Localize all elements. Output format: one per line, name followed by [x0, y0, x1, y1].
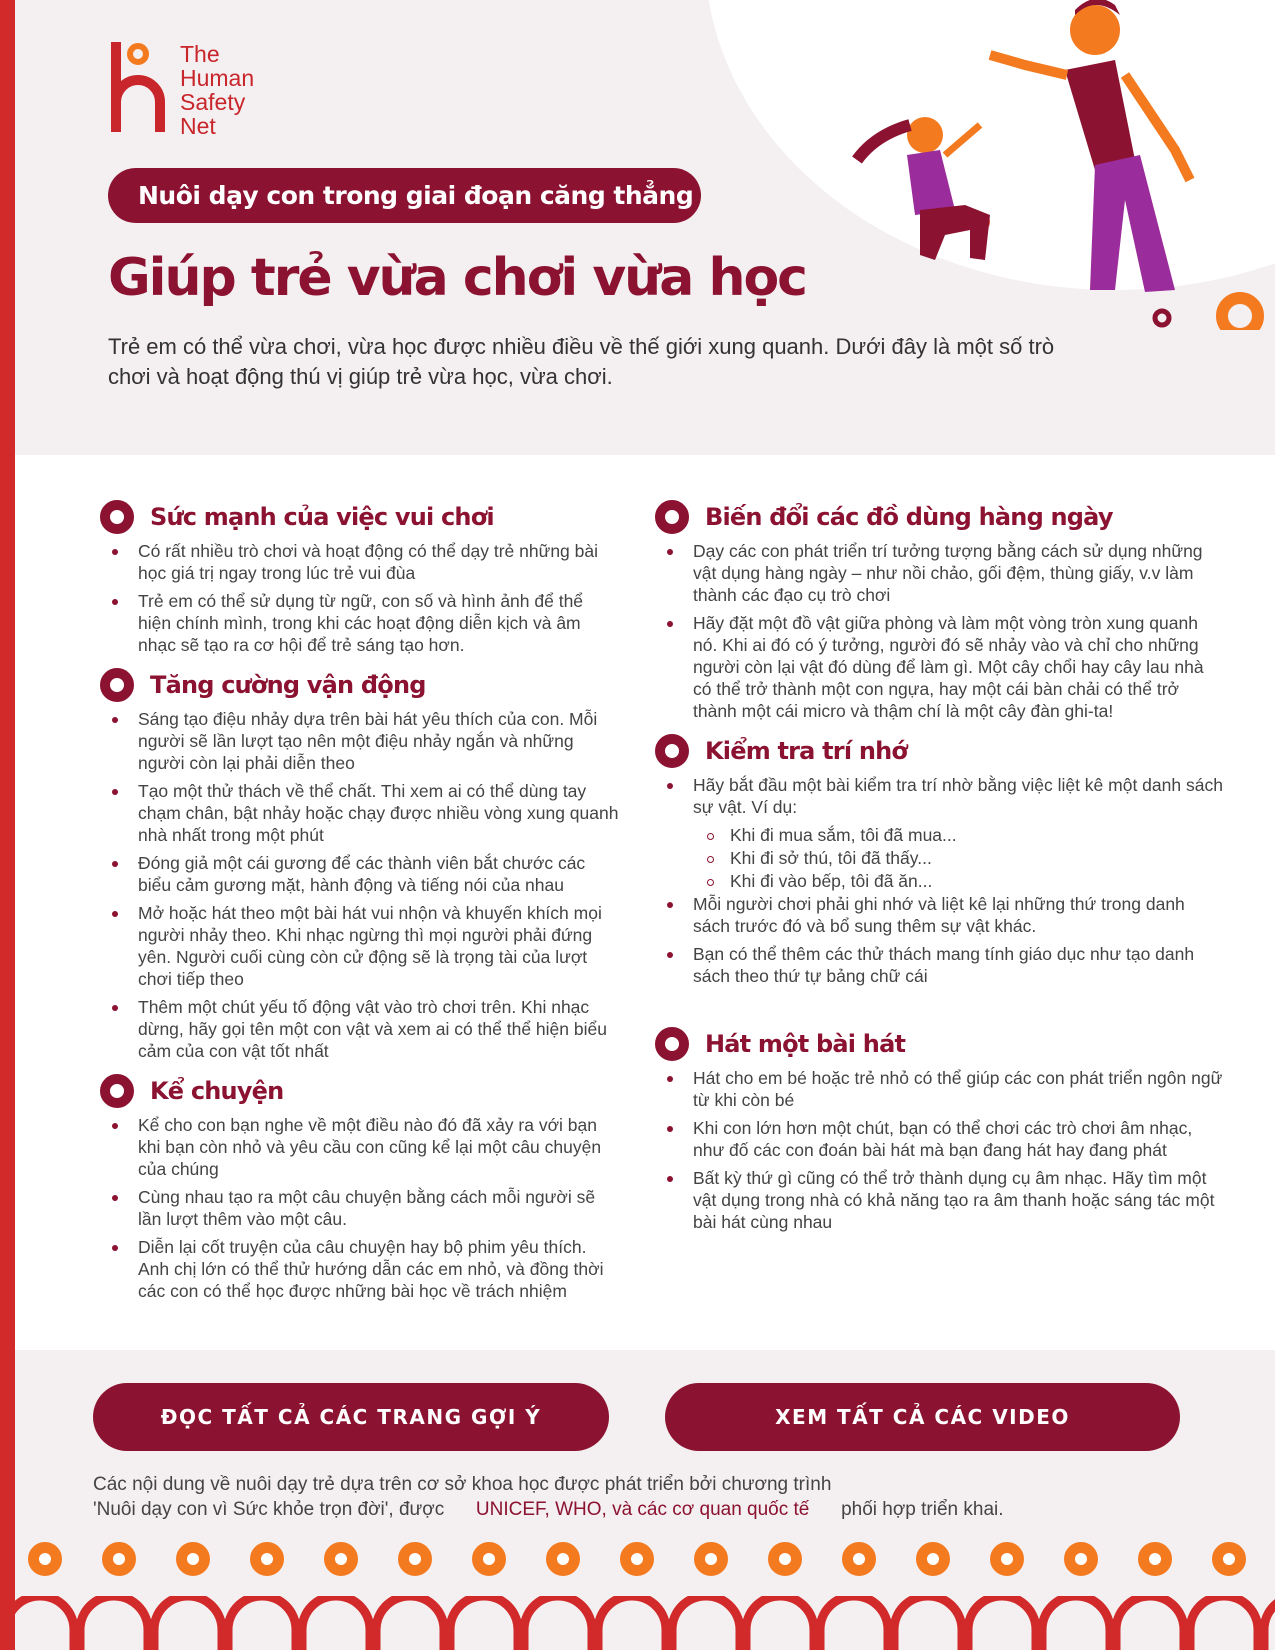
- logo-line: Human: [180, 65, 255, 91]
- list-item: Đóng giả một cái gương để các thành viên bắt chước các biểu cảm gương mặt, hành động và tiếng nói của nhau: [100, 852, 620, 896]
- section-heading: Hát một bài hát: [705, 1030, 906, 1058]
- section-header: [655, 734, 1225, 768]
- logo-text: [180, 42, 254, 138]
- list-item: Kể cho con bạn nghe về một điều nào đó đã xảy ra với bạn khi bạn còn nhỏ và yêu cầu con cũng kể lại một câu chuyện của chúng: [100, 1114, 620, 1180]
- section: [100, 668, 620, 1062]
- footer-text: [93, 1472, 1004, 1522]
- section-heading: Tăng cường vận động: [150, 671, 426, 699]
- bullet-list: [100, 708, 620, 1062]
- list-item: Trẻ em có thể sử dụng từ ngữ, con số và hình ảnh để thể hiện chính mình, trong khi các hoạt động diễn kịch và âm nhạc sẽ tạo ra cơ hội để trẻ sáng tạo hơn.: [100, 590, 620, 656]
- circle-icon: [176, 1542, 210, 1576]
- list-item: Sáng tạo điệu nhảy dựa trên bài hát yêu thích của con. Mỗi người sẽ lần lượt tạo nên một điệu nhảy ngắn và những người còn lại phải diễn theo: [100, 708, 620, 774]
- arch: [228, 1596, 296, 1650]
- ring-icon: [655, 734, 689, 768]
- section-header: [655, 1027, 1225, 1061]
- logo: [108, 42, 254, 138]
- arch: [1042, 1596, 1110, 1650]
- section: [655, 734, 1225, 987]
- right-column: [655, 500, 1225, 1245]
- section: [100, 1074, 620, 1302]
- arch: [376, 1596, 444, 1650]
- arch: [894, 1596, 962, 1650]
- circle-icon: [990, 1542, 1024, 1576]
- decorative-arches: [0, 1596, 1275, 1650]
- circle-icon: [398, 1542, 432, 1576]
- bullet-list: [655, 774, 1225, 987]
- circle-icon: [768, 1542, 802, 1576]
- list-item: Tạo một thử thách về thể chất. Thi xem ai có thể dùng tay chạm chân, bật nhảy hoặc chạy được nhiều vòng xung quanh nhà nhất trong một phút: [100, 780, 620, 846]
- partners-link[interactable]: UNICEF, WHO, và các cơ quan quốc tế: [475, 1499, 810, 1520]
- circle-icon: [842, 1542, 876, 1576]
- ring-icon: [100, 668, 134, 702]
- arch: [820, 1596, 888, 1650]
- arch: [302, 1596, 370, 1650]
- arch: [450, 1596, 518, 1650]
- ring-icon: [655, 500, 689, 534]
- sub-list-item: Khi đi mua sắm, tôi đã mua...: [655, 824, 1225, 846]
- read-all-tips-button[interactable]: ĐỌC TẤT CẢ CÁC TRANG GỢI Ý: [93, 1383, 609, 1451]
- list-item: Hãy đặt một đồ vật giữa phòng và làm một vòng tròn xung quanh nó. Khi ai đó có ý tưởng, người đó sẽ nhảy vào và chỉ cho những người còn lại vật đó dùng để làm gì. Một cây chổi hay cây lau nhà có thể trở thành một con ngựa, hay một cái bàn chải có thể trở thành một cái micro và thậm chí là một cây đàn ghi-ta!: [655, 612, 1225, 722]
- list-item: Thêm một chút yếu tố động vật vào trò chơi trên. Khi nhạc dừng, hãy gọi tên một con vật và xem ai có thể thể hiện biểu cảm của con vật tốt nhất: [100, 996, 620, 1062]
- sub-list-item: Khi đi vào bếp, tôi đã ăn...: [655, 870, 1225, 892]
- bullet-list: [100, 1114, 620, 1302]
- list-item: Hát cho em bé hoặc trẻ nhỏ có thể giúp các con phát triển ngôn ngữ từ khi còn bé: [655, 1067, 1225, 1111]
- decorative-dots: [28, 1542, 1246, 1576]
- footer-line: Các nội dung về nuôi dạy trẻ dựa trên cơ sở khoa học được phát triển bởi chương trình: [93, 1474, 832, 1495]
- arch: [80, 1596, 148, 1650]
- list-item: Mở hoặc hát theo một bài hát vui nhộn và khuyến khích mọi người nhảy theo. Khi nhạc ngừng thì mọi người phải đứng yên. Người cuối cùng còn cử động sẽ là trọng tài của lượt chơi tiếp theo: [100, 902, 620, 990]
- logo-line: The: [180, 41, 220, 67]
- circle-icon: [1212, 1542, 1246, 1576]
- arch: [1190, 1596, 1258, 1650]
- section-heading: Kể chuyện: [150, 1077, 284, 1105]
- section-heading: Sức mạnh của việc vui chơi: [150, 503, 494, 531]
- logo-h-icon: [108, 42, 168, 132]
- header-section: [15, 0, 1275, 455]
- circle-icon: [916, 1542, 950, 1576]
- arch: [672, 1596, 740, 1650]
- left-column: [100, 500, 620, 1314]
- arch: [968, 1596, 1036, 1650]
- list-item: Có rất nhiều trò chơi và hoạt động có thể dạy trẻ những bài học giá trị ngay trong lúc trẻ vui đùa: [100, 540, 620, 584]
- list-item: Hãy bắt đầu một bài kiểm tra trí nhờ bằng việc liệt kê một danh sách sự vật. Ví dụ:: [655, 774, 1225, 818]
- arch: [1116, 1596, 1184, 1650]
- arch: [6, 1596, 74, 1650]
- circle-icon: [250, 1542, 284, 1576]
- series-label: Nuôi dạy con trong giai đoạn căng thẳng: [108, 168, 701, 223]
- intro-text: Trẻ em có thể vừa chơi, vừa học được nhiều điều về thế giới xung quanh. Dưới đây là một số trò chơi và hoạt động thú vị giúp trẻ vừa học, vừa chơi.: [108, 334, 1055, 389]
- list-item: Cùng nhau tạo ra một câu chuyện bằng cách mỗi người sẽ lần lượt thêm vào một câu.: [100, 1186, 620, 1230]
- circle-icon: [546, 1542, 580, 1576]
- footer-line: 'Nuôi dạy con vì Sức khỏe trọn đời', được: [93, 1499, 445, 1520]
- circle-icon: [472, 1542, 506, 1576]
- section-header: [100, 500, 620, 534]
- logo-line: Safety: [180, 89, 246, 115]
- section-header: [655, 500, 1225, 534]
- circle-icon: [1064, 1542, 1098, 1576]
- section: [655, 1027, 1225, 1233]
- arch: [154, 1596, 222, 1650]
- list-item: Bạn có thể thêm các thử thách mang tính giáo dục như tạo danh sách theo thứ tự bảng chữ cái: [655, 943, 1225, 987]
- bullet-list: [100, 540, 620, 656]
- footer-line: phối hợp triển khai.: [841, 1499, 1004, 1520]
- list-item: Mỗi người chơi phải ghi nhớ và liệt kê lại những thứ trong danh sách trước đó và bổ sung thêm sự vật khác.: [655, 893, 1225, 937]
- section: [655, 500, 1225, 722]
- page-title: Giúp trẻ vừa chơi vừa học: [108, 248, 807, 308]
- list-item: Dạy các con phát triển trí tưởng tượng bằng cách sử dụng những vật dụng hàng ngày – như nồi chảo, gối đệm, thùng giấy, v.v làm thành các đạo cụ trò chơi: [655, 540, 1225, 606]
- left-stripe: [0, 0, 15, 1650]
- section-heading: Kiểm tra trí nhớ: [705, 737, 908, 765]
- list-item: Diễn lại cốt truyện của câu chuyện hay bộ phim yêu thích. Anh chị lớn có thể thử hướng dẫn các em nhỏ, và đồng thời các con có thể học được những bài học về trách nhiệm: [100, 1236, 620, 1302]
- circle-icon: [102, 1542, 136, 1576]
- circle-icon: [694, 1542, 728, 1576]
- circle-icon: [28, 1542, 62, 1576]
- circle-icon: [1138, 1542, 1172, 1576]
- list-item: Khi con lớn hơn một chút, bạn có thể chơi các trò chơi âm nhạc, như đố các con đoán bài hát mà bạn đang hát hay đang phát: [655, 1117, 1225, 1161]
- ring-icon: [100, 500, 134, 534]
- circle-icon: [620, 1542, 654, 1576]
- list-item: Bất kỳ thứ gì cũng có thể trở thành dụng cụ âm nhạc. Hãy tìm một vật dụng trong nhà có khả năng tạo ra âm thanh hoặc sáng tác một bài hát cùng nhau: [655, 1167, 1225, 1233]
- arch: [1264, 1596, 1275, 1650]
- watch-all-videos-button[interactable]: XEM TẤT CẢ CÁC VIDEO: [665, 1383, 1180, 1451]
- arch: [524, 1596, 592, 1650]
- parent-child-illustration: [795, 0, 1265, 330]
- ring-icon: [100, 1074, 134, 1108]
- section-header: [100, 668, 620, 702]
- bullet-list: [655, 1067, 1225, 1233]
- ring-icon: [655, 1027, 689, 1061]
- section: [100, 500, 620, 656]
- sub-list-item: Khi đi sở thú, tôi đã thấy...: [655, 847, 1225, 869]
- arch: [598, 1596, 666, 1650]
- section-header: [100, 1074, 620, 1108]
- bullet-list: [655, 540, 1225, 722]
- section-heading: Biến đổi các đồ dùng hàng ngày: [705, 503, 1113, 531]
- circle-icon: [324, 1542, 358, 1576]
- arch: [746, 1596, 814, 1650]
- logo-line: Net: [180, 113, 216, 139]
